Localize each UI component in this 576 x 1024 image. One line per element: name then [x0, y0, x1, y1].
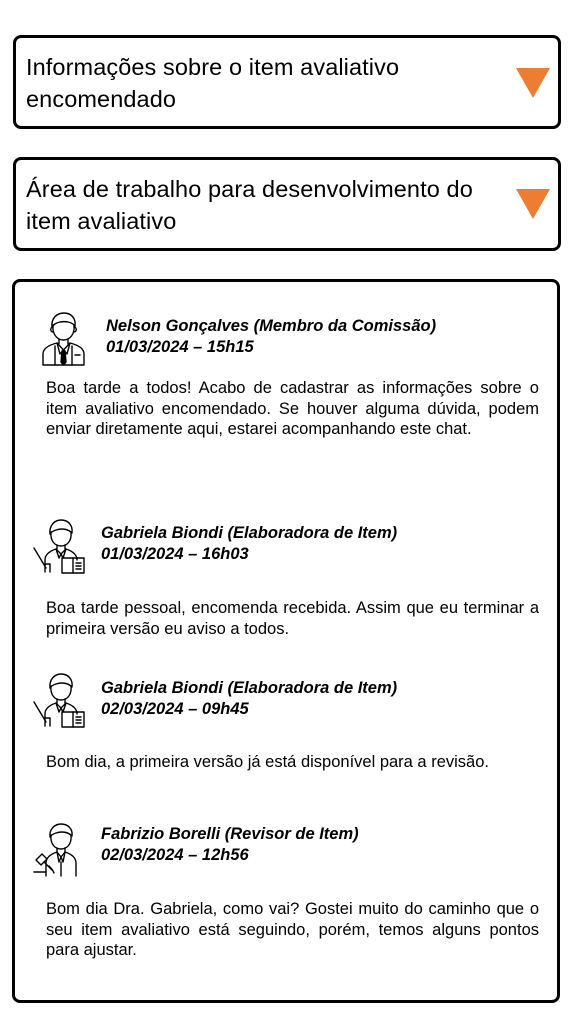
- chat-panel: [12, 279, 560, 1003]
- accordion-title: Informações sobre o item avaliativo encomendado: [26, 54, 400, 112]
- author-name: Gabriela Biondi (Elaboradora de Item): [101, 679, 398, 697]
- message-timestamp: 02/03/2024 – 12h56: [101, 846, 249, 864]
- message-author: [106, 316, 436, 358]
- accordion-item-info[interactable]: [13, 35, 561, 129]
- message-text: Boa tarde pessoal, encomenda recebida. Assim que eu terminar a primeira versão eu aviso a todos.: [46, 599, 539, 638]
- triangle-down-icon[interactable]: [516, 68, 550, 98]
- message-timestamp: 02/03/2024 – 09h45: [101, 700, 249, 718]
- teacher-icon: [32, 518, 86, 574]
- judge-icon: [32, 822, 86, 878]
- message-timestamp: 01/03/2024 – 15h15: [106, 338, 254, 356]
- accordion-title: Área de trabalho para desenvolvimento do item avaliativo: [26, 176, 473, 234]
- message-text: Boa tarde a todos! Acabo de cadastrar as informações sobre o item avaliativo encomendado. Se houver alguma dúvida, podem enviar diretamente aqui, estarei acompanhando este chat.: [46, 379, 539, 438]
- teacher-icon: [32, 672, 86, 728]
- message-timestamp: 01/03/2024 – 16h03: [101, 545, 249, 563]
- message-author: [101, 678, 397, 720]
- message-text: Bom dia, a primeira versão já está disponível para a revisão.: [46, 753, 489, 771]
- message-author: [101, 824, 359, 866]
- businessman-icon: [35, 310, 89, 366]
- author-name: Gabriela Biondi (Elaboradora de Item): [101, 524, 398, 542]
- author-name: Fabrizio Borelli (Revisor de Item): [101, 825, 359, 843]
- message-text: Bom dia Dra. Gabriela, como vai? Gostei muito do caminho que o seu item avaliativo está seguindo, porém, temos alguns pontos para ajustar.: [46, 900, 539, 959]
- message-author: [101, 523, 397, 565]
- accordion-workspace[interactable]: [13, 157, 561, 251]
- author-name: Nelson Gonçalves (Membro da Comissão): [106, 317, 437, 335]
- triangle-down-icon[interactable]: [516, 189, 550, 219]
